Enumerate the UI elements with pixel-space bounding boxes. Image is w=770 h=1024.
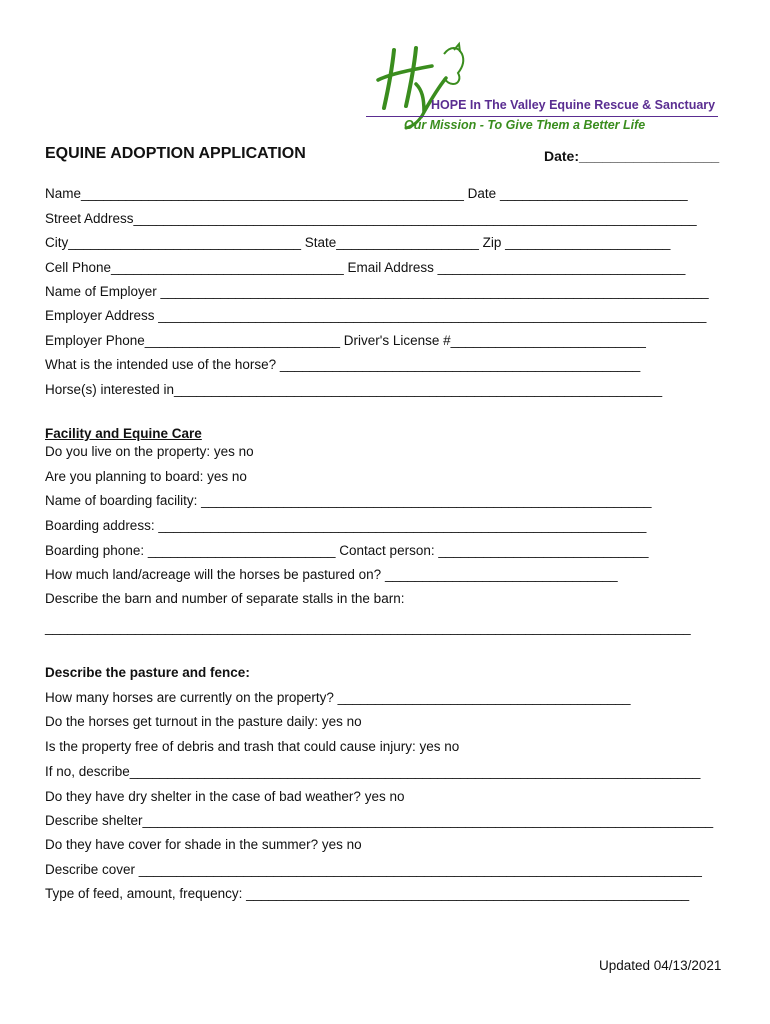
updated-date: Updated 04/13/2021: [599, 958, 722, 973]
dry-shelter-question[interactable]: Do they have dry shelter in the case of bad weather? yes no: [45, 789, 405, 804]
logo-divider: [366, 116, 718, 117]
employer-phone-license-field[interactable]: Employer Phone__________________________ Driver's License #__________________________: [45, 333, 646, 348]
live-on-property-question[interactable]: Do you live on the property: yes no: [45, 444, 254, 459]
street-address-field[interactable]: Street Address___________________________________________________________________________: [45, 211, 697, 226]
boarding-phone-contact-field[interactable]: Boarding phone: _________________________ Contact person: ____________________________: [45, 543, 649, 558]
horses-interested-field[interactable]: Horse(s) interested in_________________________________________________________________: [45, 382, 663, 397]
date-field[interactable]: Date:__________________: [544, 148, 720, 164]
barn-description-label: Describe the barn and number of separate stalls in the barn:: [45, 591, 405, 606]
debris-question[interactable]: Is the property free of debris and trash that could cause injury: yes no: [45, 739, 460, 754]
org-name: HOPE In The Valley Equine Rescue & Sanctuary: [431, 98, 716, 112]
barn-description-field[interactable]: ______________________________________________________________________________________: [45, 620, 691, 635]
plan-to-board-question[interactable]: Are you planning to board: yes no: [45, 469, 247, 484]
employer-name-field[interactable]: Name of Employer _________________________________________________________________________: [45, 284, 709, 299]
acreage-field[interactable]: How much land/acreage will the horses be pastured on? _______________________________: [45, 567, 618, 582]
boarding-address-field[interactable]: Boarding address: _________________________________________________________________: [45, 518, 647, 533]
city-state-zip-field[interactable]: City_______________________________ State___________________ Zip ______________________: [45, 235, 671, 250]
shelter-description-field[interactable]: Describe shelter____________________________________________________________________________: [45, 813, 714, 828]
boarding-facility-field[interactable]: Name of boarding facility: ____________________________________________________________: [45, 493, 652, 508]
page-title: EQUINE ADOPTION APPLICATION: [45, 145, 306, 162]
employer-address-field[interactable]: Employer Address _________________________________________________________________________: [45, 308, 707, 323]
section-pasture-heading: Describe the pasture and fence:: [45, 665, 250, 680]
mission-statement: Our Mission - To Give Them a Better Life: [404, 118, 646, 132]
cover-description-field[interactable]: Describe cover ___________________________________________________________________________: [45, 862, 702, 877]
name-date-field[interactable]: Name___________________________________________________ Date _________________________: [45, 186, 688, 201]
debris-description-field[interactable]: If no, describe____________________________________________________________________________: [45, 764, 701, 779]
shade-question[interactable]: Do they have cover for shade in the summer? yes no: [45, 837, 362, 852]
cell-phone-email-field[interactable]: Cell Phone_______________________________ Email Address _________________________________: [45, 260, 686, 275]
turnout-question[interactable]: Do the horses get turnout in the pasture daily: yes no: [45, 714, 362, 729]
intended-use-field[interactable]: What is the intended use of the horse? ________________________________________________: [45, 357, 641, 372]
section-facility-heading: Facility and Equine Care: [45, 426, 202, 441]
horse-count-field[interactable]: How many horses are currently on the property? _______________________________________: [45, 690, 631, 705]
feed-field[interactable]: Type of feed, amount, frequency: ___________________________________________________________: [45, 886, 690, 901]
